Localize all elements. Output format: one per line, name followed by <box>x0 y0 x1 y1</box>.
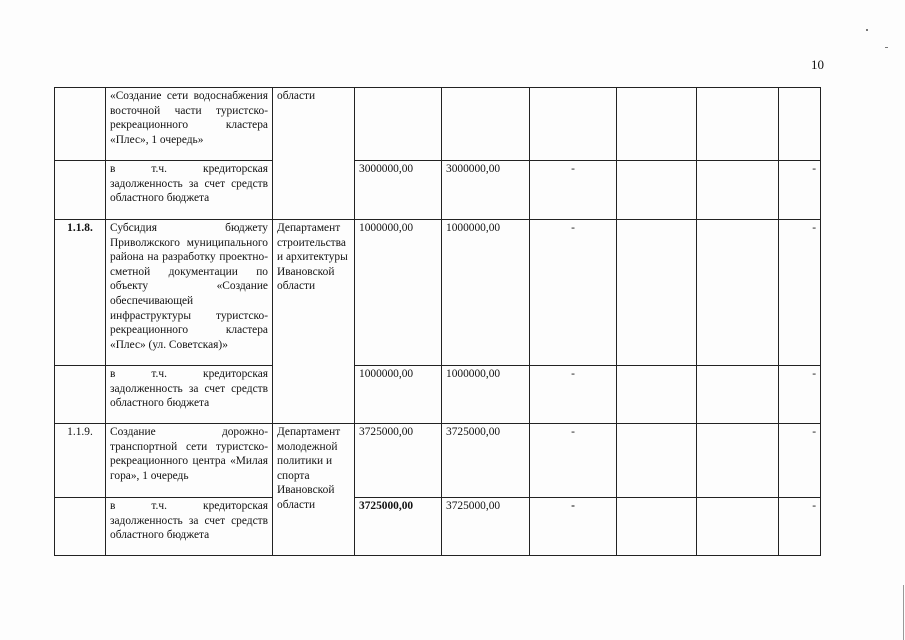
row-value-c6 <box>697 161 779 220</box>
row-amount-total: 1000000,00 <box>355 220 442 366</box>
table-row <box>55 366 821 424</box>
row-value-c5 <box>617 161 697 220</box>
row-description: Субсидия бюджету Приволжского муниципального района на разработку проектно-сметной документации по объекту «Создание обеспечивающей инфраструктуры туристско-рекреационного кластера «Плес» (ул. Советская)» <box>106 220 273 366</box>
page-number: 10 <box>811 57 824 72</box>
row-amount-total: 3725000,00 <box>355 424 442 498</box>
row-value-c4: - <box>530 424 617 498</box>
row-description: в т.ч. кредиторская задолженность за счет средств областного бюджета <box>106 366 273 424</box>
row-value-c4: - <box>530 161 617 220</box>
row-value-c5 <box>617 88 697 161</box>
row-number <box>55 88 106 161</box>
row-value-c7: - <box>779 424 821 498</box>
row-value-c5 <box>617 498 697 556</box>
row-value-c7: - <box>779 220 821 366</box>
row-amount-year: 3000000,00 <box>442 161 530 220</box>
row-amount-year: 3725000,00 <box>442 424 530 498</box>
row-value-c7: - <box>779 498 821 556</box>
row-description: в т.ч. кредиторская задолженность за счет средств областного бюджета <box>106 498 273 556</box>
table-row <box>55 498 821 556</box>
row-value-c6 <box>697 88 779 161</box>
row-number <box>55 498 106 556</box>
row-value-c6 <box>697 424 779 498</box>
row-amount-total: 3000000,00 <box>355 161 442 220</box>
row-description: Создание дорожно-транспортной сети туристско-рекреационного центра «Милая гора», 1 очередь <box>106 424 273 498</box>
row-description: в т.ч. кредиторская задолженность за счет средств областного бюджета <box>106 161 273 220</box>
row-amount-year: 1000000,00 <box>442 366 530 424</box>
row-value-c6 <box>697 366 779 424</box>
budget-table <box>54 87 821 556</box>
row-number <box>55 366 106 424</box>
row-value-c5 <box>617 366 697 424</box>
row-value-c6 <box>697 220 779 366</box>
row-number: 1.1.9. <box>55 424 106 498</box>
row-amount-total: 1000000,00 <box>355 366 442 424</box>
row-value-c7: - <box>779 161 821 220</box>
row-value-c7: - <box>779 366 821 424</box>
row-amount-year: 3725000,00 <box>442 498 530 556</box>
scan-edge-line <box>903 585 904 640</box>
row-value-c4: - <box>530 220 617 366</box>
row-value-c7 <box>779 88 821 161</box>
row-value-c5 <box>617 220 697 366</box>
row-agency: Департамент строительства и архитектуры Ивановской области <box>273 220 355 424</box>
row-value-c4: - <box>530 366 617 424</box>
table-row <box>55 161 821 220</box>
row-agency: Департамент молодежной политики и спорта Ивановской области <box>273 424 355 556</box>
row-number <box>55 161 106 220</box>
table-row <box>55 88 821 161</box>
row-description: «Создание сети водоснабжения восточной части туристско-рекреационного кластера «Плес», 1 очередь» <box>106 88 273 161</box>
row-amount-year: 1000000,00 <box>442 220 530 366</box>
scan-speck <box>885 47 888 48</box>
row-number: 1.1.8. <box>55 220 106 366</box>
table-row <box>55 424 821 498</box>
row-value-c6 <box>697 498 779 556</box>
row-value-c4 <box>530 88 617 161</box>
scan-speck <box>866 29 868 31</box>
row-value-c5 <box>617 424 697 498</box>
row-amount-year <box>442 88 530 161</box>
table-row <box>55 220 821 366</box>
row-amount-total <box>355 88 442 161</box>
row-value-c4: - <box>530 498 617 556</box>
row-amount-total: 3725000,00 <box>355 498 442 556</box>
row-agency: области <box>273 88 355 220</box>
